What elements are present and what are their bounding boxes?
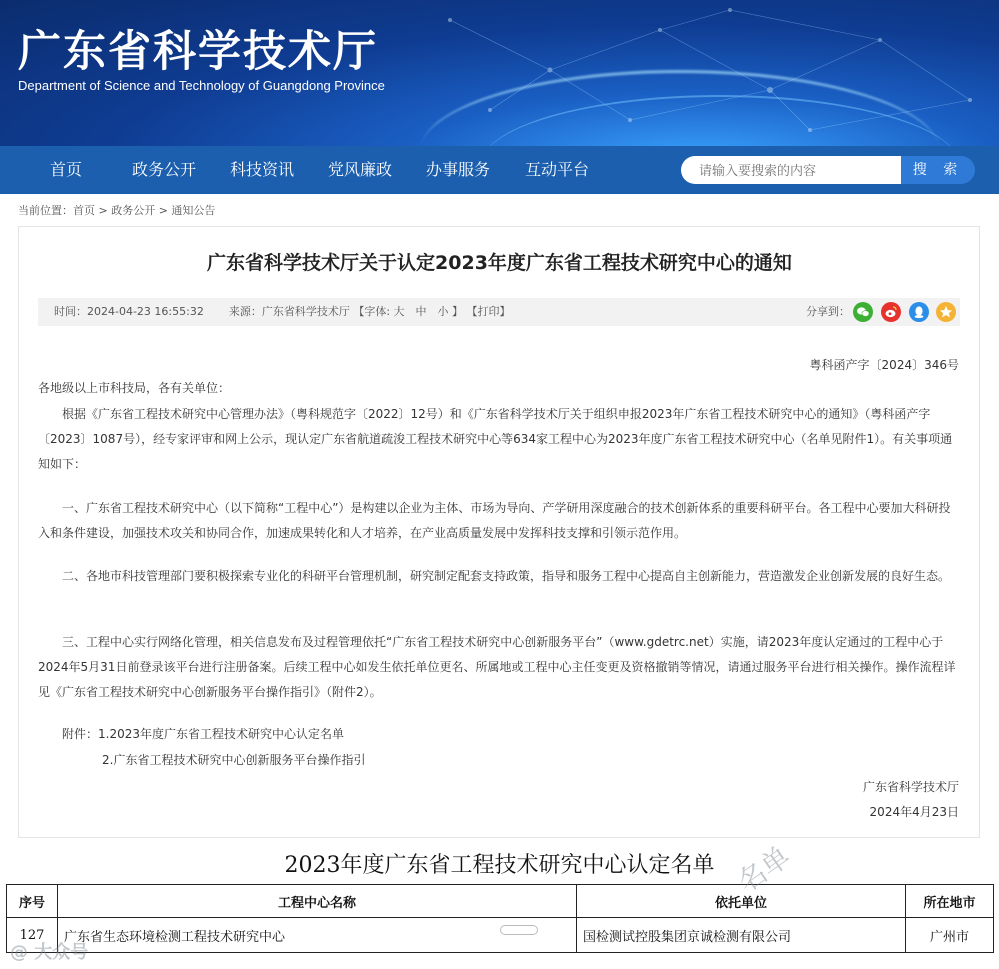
article-paragraph-3: 三、工程中心实行网络化管理，相关信息发布及过程管理依托“广东省工程技术研究中心创新服务平台”（www.gdetrc.net）实施，请2023年度认定通过的工程中心于2024年5月31日前登录该平台进行注册备案。后续工程中心如发生依托单位更名、所属地或工程中心主任变更及资格撤销等情况，请通过服务平台进行相关操作。操作流程详见《广东省工程技术研究中心创新服务平台操作指引》（附件2）。 <box>38 635 956 699</box>
weibo-icon[interactable] <box>881 302 901 322</box>
watermark-left: @ 大众号 <box>10 942 89 963</box>
header-city: 所在地市 <box>906 885 994 918</box>
list-table <box>6 884 994 953</box>
cell-host-unit: 国检测试控股集团京诚检测有限公司 <box>577 918 906 953</box>
sign-date: 2024年4月23日 <box>869 805 959 819</box>
cell-city: 广州市 <box>906 918 994 953</box>
nav-item-interaction[interactable]: 互动平台 <box>525 160 590 179</box>
nav-item-party-integrity[interactable]: 党风廉政 <box>328 160 393 179</box>
print-link[interactable]: 【打印】 <box>466 305 511 318</box>
search-button[interactable]: 搜 索 <box>901 156 975 184</box>
table-header-row <box>7 885 994 918</box>
scroll-divider-handle[interactable] <box>500 925 538 935</box>
font-size-switch[interactable]: 【字体: 大 中 小 】 <box>353 305 464 318</box>
article-paragraph-2: 二、各地市科技管理部门要积极探索专业化的科研平台管理机制，研究制定配套支持政策，指导和服务工程中心提高自主创新能力，营造激发企业创新发展的良好生态。 <box>62 569 951 583</box>
cell-index: 127 <box>7 918 58 953</box>
wechat-icon[interactable] <box>853 302 873 322</box>
site-title: 广东省科学技术厅 <box>18 27 378 77</box>
article-greeting: 各地级以上市科技局，各有关单位： <box>38 381 231 395</box>
table-row <box>7 918 994 953</box>
site-subtitle: Department of Science and Technology of Guangdong Province <box>18 78 385 93</box>
nav-item-services[interactable]: 办事服务 <box>426 160 491 179</box>
article-title: 广东省科学技术厅关于认定2023年度广东省工程技术研究中心的通知 <box>207 252 792 274</box>
article-paragraph-1: 一、广东省工程技术研究中心（以下简称“工程中心”）是构建以企业为主体、市场为导向、产学研用深度融合的技术创新体系的重要科研平台。各工程中心要加大科研投入和条件建设，加强技术攻关和协同合作，加速成果转化和人才培养，在产业高质量发展中发挥科技支撑和引领示范作用。 <box>38 501 951 540</box>
header-host-unit: 依托单位 <box>577 885 906 918</box>
share-label: 分享到： <box>806 305 850 318</box>
attachment-2-link[interactable]: 2.广东省工程技术研究中心创新服务平台操作指引 <box>102 753 366 767</box>
search-box <box>681 156 901 184</box>
nav-item-tech-news[interactable]: 科技资讯 <box>230 160 295 179</box>
qq-icon[interactable] <box>909 302 929 322</box>
header-center-name: 工程中心名称 <box>58 885 577 918</box>
search-input[interactable] <box>697 156 891 186</box>
meta-time: 时间：2024-04-23 16:55:32 <box>54 305 204 318</box>
meta-left <box>54 298 511 326</box>
list-title: 2023年度广东省工程技术研究中心认定名单 <box>284 853 715 878</box>
cell-center-name: 广东省生态环境检测工程技术研究中心 <box>58 918 577 953</box>
breadcrumb: 当前位置：首页 > 政务公开 > 通知公告 <box>18 204 216 217</box>
nav-item-home[interactable]: 首页 <box>50 160 83 179</box>
header-index: 序号 <box>7 885 58 918</box>
meta-source: 来源：广东省科学技术厅 <box>228 305 350 318</box>
attachment-1-link[interactable]: 附件：1.2023年度广东省工程技术研究中心认定名单 <box>62 727 344 741</box>
sign-organization: 广东省科学技术厅 <box>862 780 959 794</box>
article-meta-bar <box>38 298 960 326</box>
document-number: 粤科函产字〔2024〕346号 <box>809 358 959 372</box>
qzone-star-icon[interactable] <box>936 302 956 322</box>
article-paragraph-intro: 根据《广东省工程技术研究中心管理办法》（粤科规范字〔2022〕12号）和《广东省科学技术厅关于组织申报2023年广东省工程技术研究中心的通知》（粤科函产字〔2023〕1087号），经专家评审和网上公示，现认定广东省航道疏浚工程技术研究中心等634家工程中心为2023年度广东省工程技术研究中心（名单见附件1）。有关事项通知如下： <box>38 407 953 471</box>
watermark-right: 名单 <box>731 839 797 899</box>
nav-item-government-affairs[interactable]: 政务公开 <box>132 160 197 179</box>
